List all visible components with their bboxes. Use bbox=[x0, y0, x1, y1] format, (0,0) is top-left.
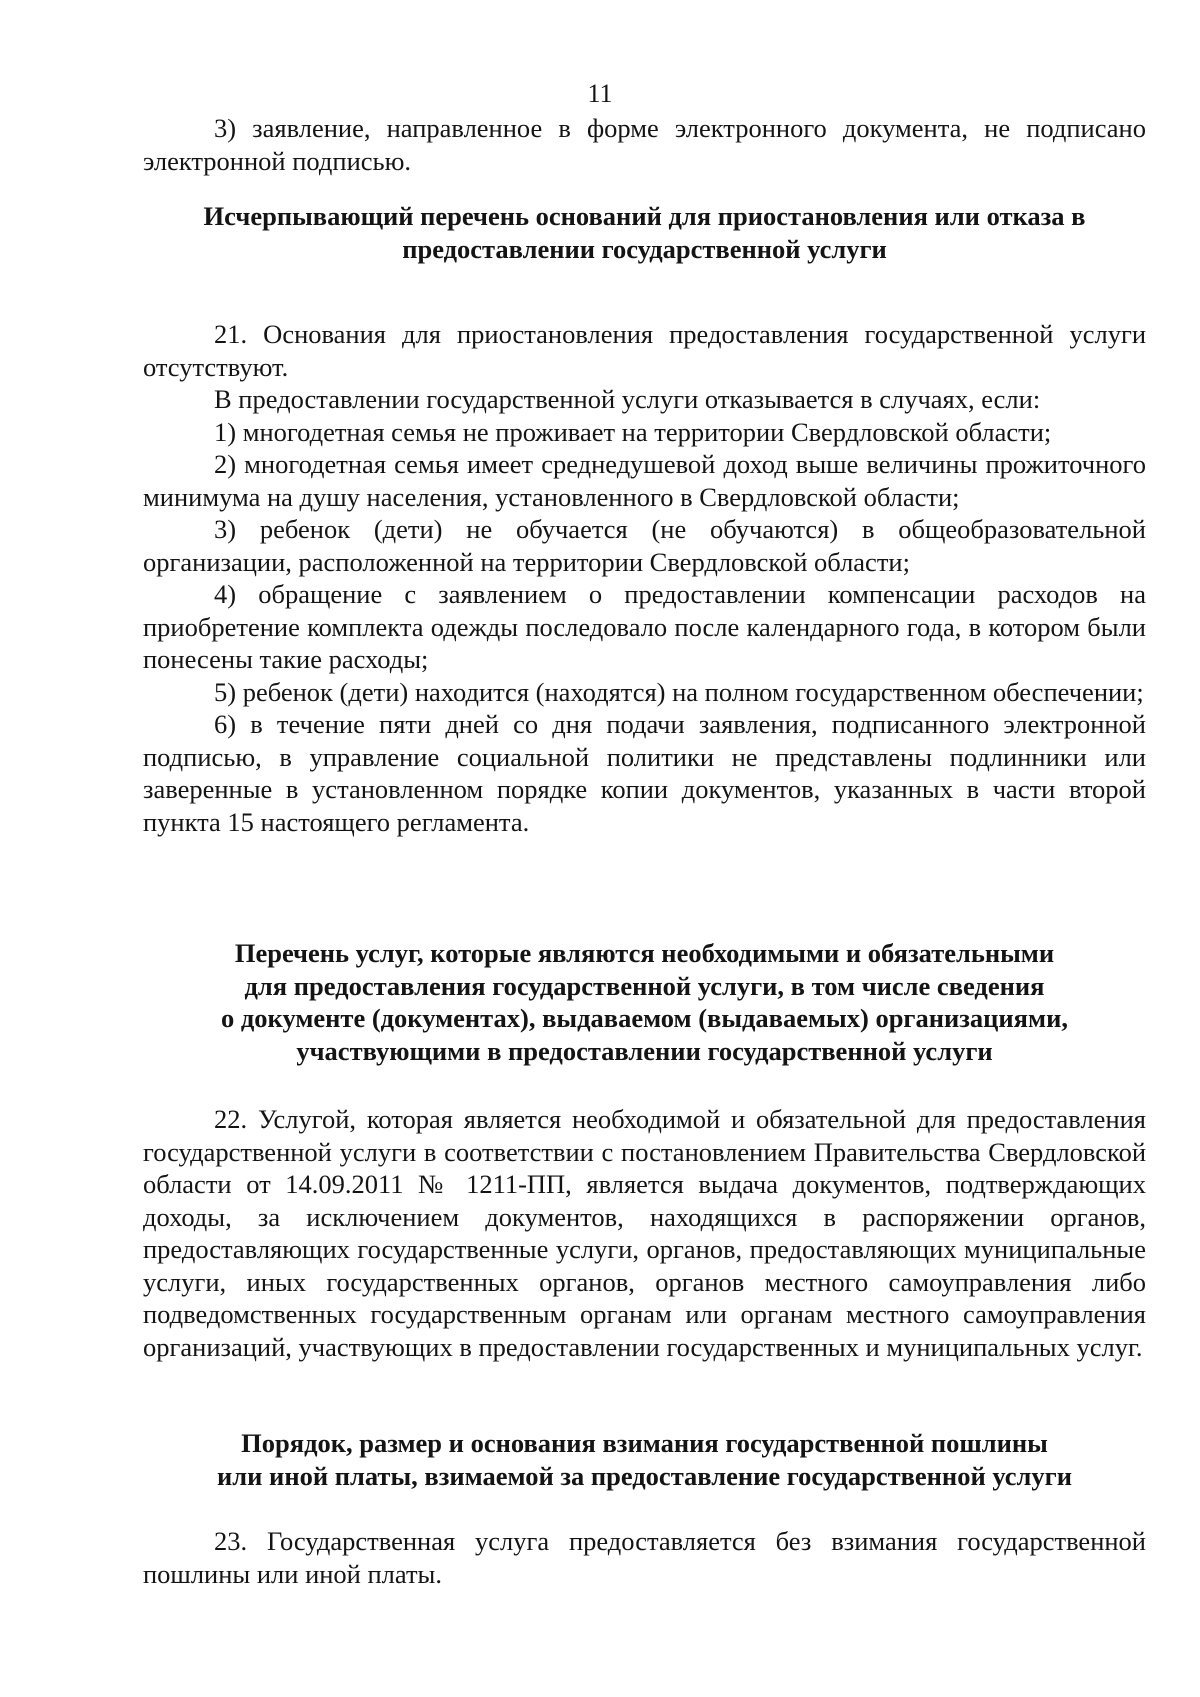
section-heading-fee bbox=[143, 1427, 1146, 1492]
refusal-item-2: 2) многодетная семья имеет среднедушевой доход выше величины прожиточного минимума на душу населения, установленного в Свердловской области; bbox=[143, 449, 1146, 512]
heading-line: или иной платы, взимаемой за предоставление государственной услуги bbox=[217, 1460, 1072, 1491]
heading-line: предоставлении государственной услуги bbox=[402, 233, 887, 264]
section-heading-services bbox=[143, 937, 1146, 1067]
refusal-item-3: 3) ребенок (дети) не обучается (не обучаются) в общеобразовательной организации, расположенной на территории Свердловской области; bbox=[143, 514, 1146, 577]
paragraph-22: 22. Услугой, которая является необходимой и обязательной для предоставления государственной услуги в соответствии с постановлением Правительства Свердловской области от 14.09.2011 № 1211-ПП, является выдача документов, подтверждающих доходы, за исключением документов, находящихся в распоряжении органов, предоставляющих государственные услуги, органов, предоставляющих муниципальные услуги, иных государственных органов, органов местного самоуправления либо подведомственных государственным органам или органам местного самоуправления организаций, участвующих в предоставлении государственных и муниципальных услуг. bbox=[143, 1104, 1146, 1362]
refusal-item-1: 1) многодетная семья не проживает на территории Свердловской области; bbox=[214, 416, 1052, 447]
page-number: 11 bbox=[587, 79, 613, 108]
heading-line: Перечень услуг, которые являются необходимыми и обязательными bbox=[234, 938, 1055, 968]
refusal-block bbox=[143, 318, 1146, 838]
paragraph-item-3: 3) заявление, направленное в форме электронного документа, не подписано электронной подписью. bbox=[143, 113, 1146, 176]
services-block bbox=[143, 1103, 1146, 1363]
refusal-item-6: 6) в течение пяти дней со дня подачи заявления, подписанного электронной подписью, в управление социальной политики не представлены подлинники или заверенные в установленном порядке копии документов, указанных в части второй пункта 15 настоящего регламента. bbox=[143, 709, 1146, 837]
paragraph-23: 23. Государственная услуга предоставляется без взимания государственной пошлины или иной платы. bbox=[143, 1526, 1146, 1589]
refusal-intro: В предоставлении государственной услуги отказывается в случаях, если: bbox=[214, 384, 1041, 414]
fee-block bbox=[143, 1525, 1146, 1590]
heading-line: о документе (документах), выдаваемом (выдаваемых) организациями, bbox=[221, 1003, 1068, 1033]
refusal-item-4: 4) обращение с заявлением о предоставлении компенсации расходов на приобретение комплекта одежды последовало после календарного года, в котором были понесены такие расходы; bbox=[143, 579, 1146, 674]
section-heading-refusal bbox=[143, 200, 1146, 265]
intro-block bbox=[143, 112, 1146, 177]
paragraph-21: 21. Основания для приостановления предоставления государственной услуги отсутствуют. bbox=[143, 319, 1146, 382]
refusal-item-5: 5) ребенок (дети) находится (находятся) на полном государственном обеспечении; bbox=[214, 676, 1144, 707]
heading-line: Порядок, размер и основания взимания государственной пошлины bbox=[241, 1428, 1048, 1458]
heading-line: Исчерпывающий перечень оснований для приостановления или отказа в bbox=[203, 201, 1086, 231]
heading-line: для предоставления государственной услуги, в том числе сведения bbox=[244, 970, 1045, 1001]
heading-line: участвующими в предоставлении государственной услуги bbox=[296, 1035, 993, 1066]
